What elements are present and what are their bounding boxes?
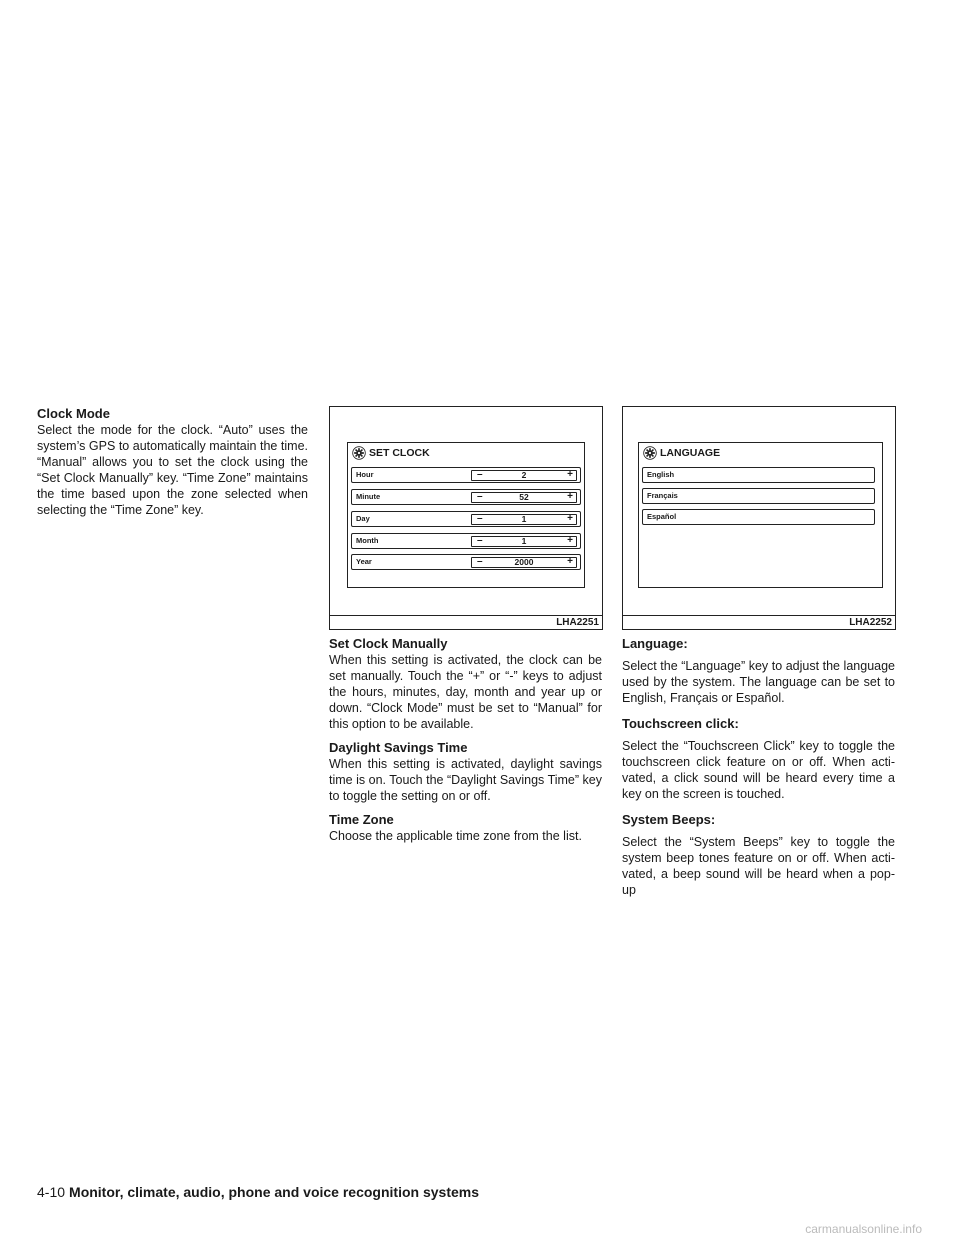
system-beeps-heading: System Beeps: xyxy=(622,812,716,827)
hour-row xyxy=(351,467,581,483)
month-row xyxy=(351,533,581,549)
chapter-title: Monitor, climate, audio, phone and voice recognition systems xyxy=(69,1184,479,1200)
gear-icon xyxy=(352,446,366,460)
hour-minus-button[interactable]: – xyxy=(477,469,483,480)
month-plus-button[interactable]: + xyxy=(567,535,573,546)
set-clock-title-text: SET CLOCK xyxy=(369,447,430,459)
month-value: 1 xyxy=(521,536,527,546)
language-option-label: Español xyxy=(647,512,677,521)
day-stepper xyxy=(471,514,577,525)
language-option-espanol[interactable] xyxy=(642,509,875,525)
system-settings-section xyxy=(622,636,895,908)
system-beeps-text: Select the “System Beeps” key to toggle the system beep tones feature on or off. When acti-vated, a beep sound will be heard when a pop-up xyxy=(622,835,895,897)
daylight-savings-text: When this setting is activated, daylight savings time is on. Touch the “Daylight Savings Time” key to toggle the setting on or off. xyxy=(329,757,602,803)
hour-value: 2 xyxy=(521,470,527,480)
hour-stepper xyxy=(471,470,577,481)
page-footer xyxy=(37,1184,479,1200)
set-clock-manually-text: When this setting is activated, the clock can be set manually. Touch the “+” or “-” keys to adjust the hours, minutes, day, month and year up or down. “Clock Mode” must be set to “Manual” for this option to be available. xyxy=(329,653,602,731)
time-zone-heading: Time Zone xyxy=(329,812,394,827)
year-label: Year xyxy=(356,557,372,566)
language-option-label: English xyxy=(647,470,675,479)
set-clock-manually-heading: Set Clock Manually xyxy=(329,636,448,651)
year-minus-button[interactable]: – xyxy=(477,556,483,567)
minute-stepper xyxy=(471,492,577,503)
watermark: carmanualsonline.info xyxy=(805,1222,922,1236)
figure-divider xyxy=(623,615,895,616)
language-text: Select the “Language” key to adjust the language used by the system. The language can be set to English, Français or Español. xyxy=(622,659,895,705)
month-stepper xyxy=(471,536,577,547)
time-zone-text: Choose the applicable time zone from the list. xyxy=(329,829,582,843)
year-row xyxy=(351,554,581,570)
day-label: Day xyxy=(356,514,370,523)
page-number: 4-10 xyxy=(37,1184,66,1200)
language-figure xyxy=(622,406,896,630)
minute-plus-button[interactable]: + xyxy=(567,491,573,502)
hour-label: Hour xyxy=(356,470,374,479)
minute-value: 52 xyxy=(519,492,529,502)
language-option-francais[interactable] xyxy=(642,488,875,504)
hour-plus-button[interactable]: + xyxy=(567,469,573,480)
year-stepper xyxy=(471,557,577,568)
figure-code: LHA2252 xyxy=(849,617,892,628)
minute-label: Minute xyxy=(356,492,381,501)
language-option-english[interactable] xyxy=(642,467,875,483)
figure-code: LHA2251 xyxy=(556,617,599,628)
day-minus-button[interactable]: – xyxy=(477,513,483,524)
day-value: 1 xyxy=(521,514,527,524)
language-title xyxy=(643,446,720,460)
gear-icon xyxy=(643,446,657,460)
set-clock-figure xyxy=(329,406,603,630)
year-value: 2000 xyxy=(514,557,534,567)
clock-mode-section xyxy=(37,406,308,518)
clock-settings-section xyxy=(329,636,602,852)
figure-divider xyxy=(330,615,602,616)
set-clock-title xyxy=(352,446,430,460)
month-minus-button[interactable]: – xyxy=(477,535,483,546)
touchscreen-click-text: Select the “Touchscreen Click” key to toggle the touchscreen click feature on or off. When acti-vated, a click sound will be heard every time a key on the screen is touched. xyxy=(622,739,895,801)
language-screen xyxy=(638,442,883,588)
clock-mode-heading: Clock Mode xyxy=(37,406,110,421)
language-option-label: Français xyxy=(647,491,678,500)
language-title-text: LANGUAGE xyxy=(660,447,721,459)
set-clock-screen xyxy=(347,442,585,588)
clock-mode-text: Select the mode for the clock. “Auto” uses the system’s GPS to automatically maintain the time. “Manual” allows you to set the clock using the “Set Clock Manually” key. “Time Zone” maintains the time based upon the zone selected when selecting the “Time Zone” key. xyxy=(37,423,308,517)
year-plus-button[interactable]: + xyxy=(567,556,573,567)
touchscreen-click-heading: Touchscreen click: xyxy=(622,716,739,731)
day-row xyxy=(351,511,581,527)
day-plus-button[interactable]: + xyxy=(567,513,573,524)
month-label: Month xyxy=(356,536,379,545)
language-heading: Language: xyxy=(622,636,688,651)
minute-minus-button[interactable]: – xyxy=(477,491,483,502)
daylight-savings-heading: Daylight Savings Time xyxy=(329,740,468,755)
minute-row xyxy=(351,489,581,505)
